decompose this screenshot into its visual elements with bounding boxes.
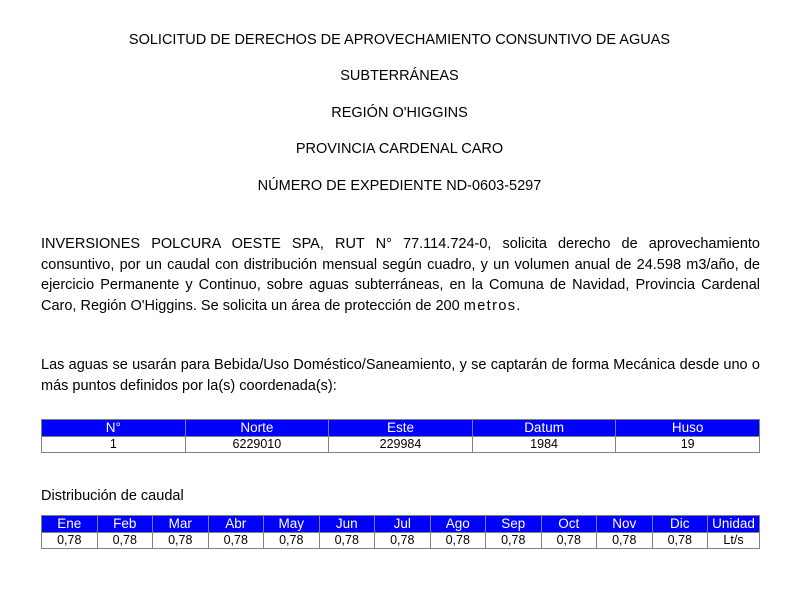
protection-unit: metros.: [463, 297, 522, 314]
coordinates-table: [41, 419, 760, 453]
flow-distribution-label: Distribución de caudal: [41, 488, 184, 504]
header-month-aug: Ago: [430, 516, 486, 533]
header-datum: Datum: [472, 420, 616, 437]
header-month-oct: Oct: [541, 516, 597, 533]
request-paragraph: [41, 234, 760, 316]
document-subtitle: SUBTERRÁNEAS: [340, 68, 459, 84]
header-zone: Huso: [616, 420, 760, 437]
cell-north: 6229010: [185, 437, 329, 453]
header-unit: Unidad: [708, 516, 760, 533]
header-east: Este: [329, 420, 473, 437]
cell-month-jul: 0,78: [375, 533, 431, 549]
cell-month-aug: 0,78: [430, 533, 486, 549]
cell-month-mar: 0,78: [153, 533, 209, 549]
cell-month-jun: 0,78: [319, 533, 375, 549]
header-month-jan: Ene: [42, 516, 98, 533]
file-number-heading: NÚMERO DE EXPEDIENTE ND-0603-5297: [257, 178, 542, 194]
cell-month-dec: 0,78: [652, 533, 708, 549]
cell-month-sep: 0,78: [486, 533, 542, 549]
table-row: [42, 437, 760, 453]
header-north: Norte: [185, 420, 329, 437]
header-month-may: May: [264, 516, 320, 533]
coordinates-header-row: [42, 420, 760, 437]
header-month-mar: Mar: [153, 516, 209, 533]
cell-month-may: 0,78: [264, 533, 320, 549]
flow-distribution-table: [41, 515, 760, 549]
usage-paragraph: Las aguas se usarán para Bebida/Uso Doméstico/Saneamiento, y se captarán de forma Mecánica desde uno o más puntos definidos por la(s) coordenada(s):: [41, 357, 760, 394]
flow-header-row: [42, 516, 760, 533]
header-month-apr: Abr: [208, 516, 264, 533]
header-number: N°: [42, 420, 186, 437]
cell-month-feb: 0,78: [97, 533, 153, 549]
cell-number: 1: [42, 437, 186, 453]
region-heading: REGIÓN O'HIGGINS: [331, 105, 468, 121]
cell-month-apr: 0,78: [208, 533, 264, 549]
province-heading: PROVINCIA CARDENAL CARO: [295, 141, 504, 157]
cell-unit: Lt/s: [708, 533, 760, 549]
request-text: INVERSIONES POLCURA OESTE SPA, RUT N° 77.114.724-0, solicita derecho de aprovechamiento consuntivo, por un caudal con distribución mensual según cuadro, y un volumen anual de 24.598 m3/año, de ejercicio Permanente y Continuo, sobre aguas subterráneas, en la Comuna de Navidad, Provincia Cardenal Caro, Región O'Higgins. Se solicita un área de protección de 200: [41, 236, 760, 314]
header-month-nov: Nov: [597, 516, 653, 533]
cell-month-nov: 0,78: [597, 533, 653, 549]
header-month-jul: Jul: [375, 516, 431, 533]
document-title: SOLICITUD DE DERECHOS DE APROVECHAMIENTO CONSUNTIVO DE AGUAS: [128, 32, 671, 48]
cell-east: 229984: [329, 437, 473, 453]
header-month-jun: Jun: [319, 516, 375, 533]
header-month-feb: Feb: [97, 516, 153, 533]
header-month-sep: Sep: [486, 516, 542, 533]
header-month-dec: Dic: [652, 516, 708, 533]
cell-month-oct: 0,78: [541, 533, 597, 549]
cell-datum: 1984: [472, 437, 616, 453]
table-row: [42, 533, 760, 549]
cell-month-jan: 0,78: [42, 533, 98, 549]
cell-zone: 19: [616, 437, 760, 453]
